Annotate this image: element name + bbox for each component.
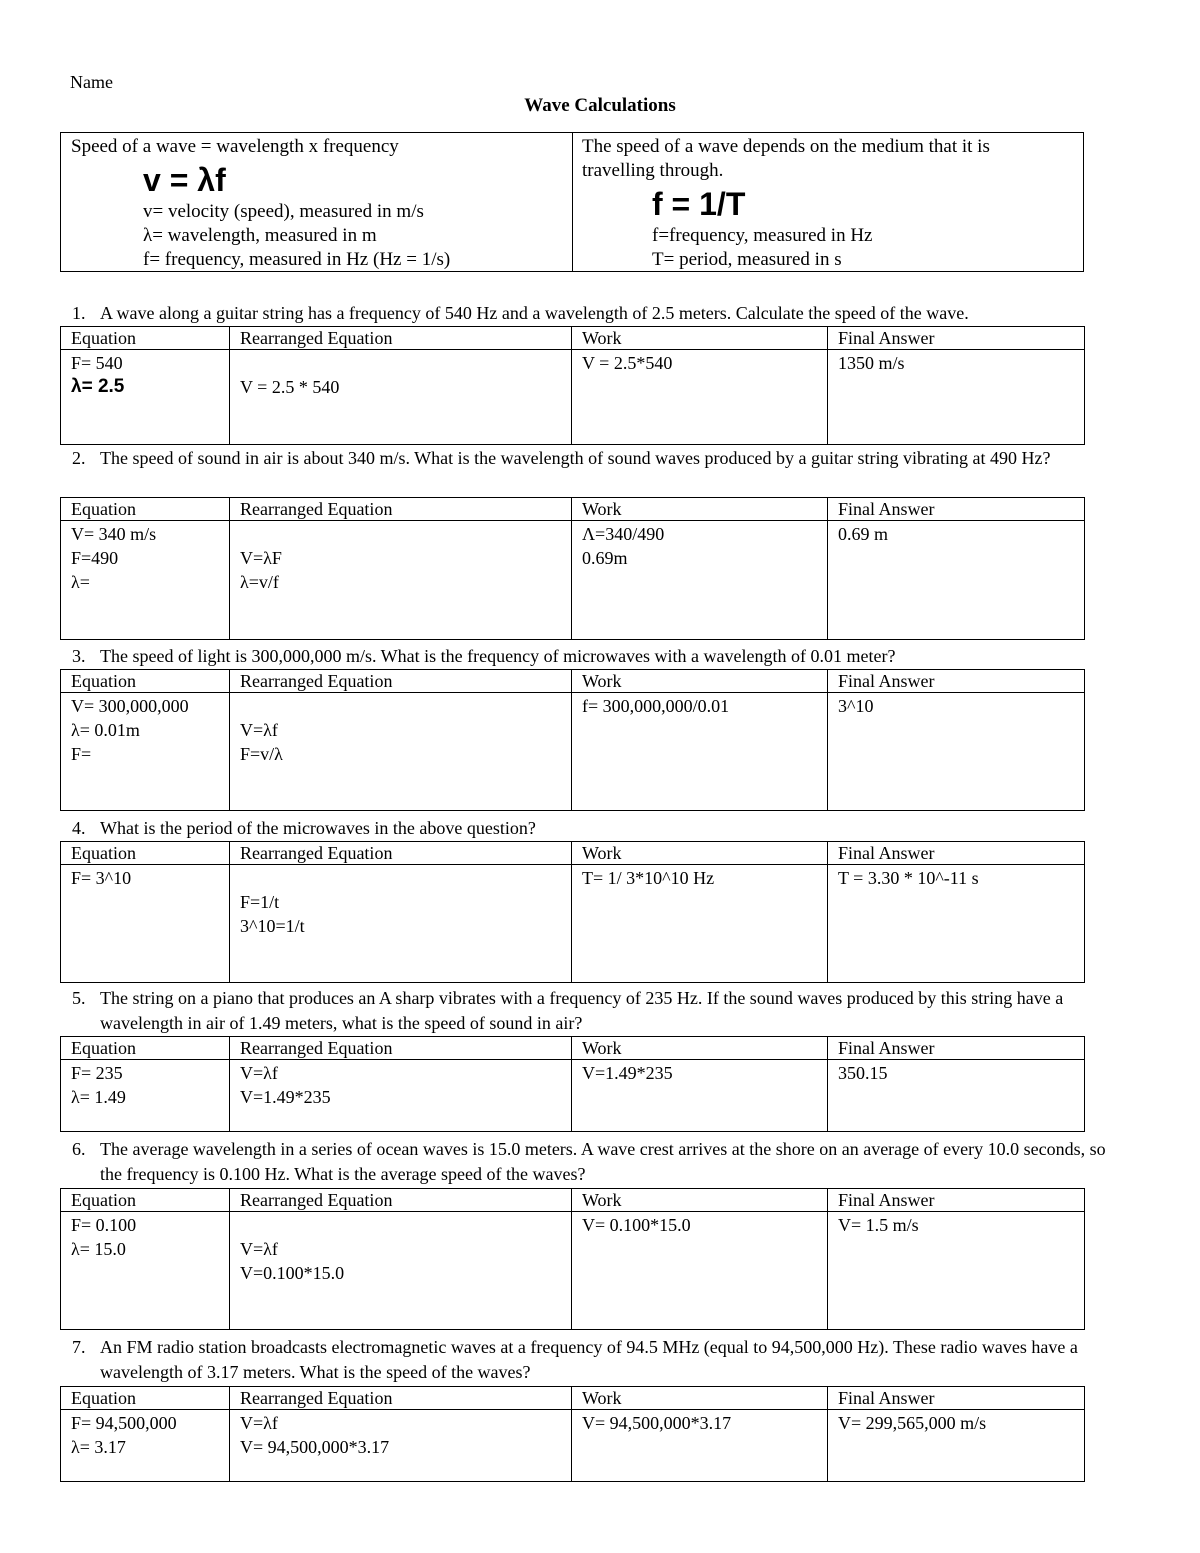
work-cell [572,350,828,445]
work-line: Λ=340/490 [582,524,665,544]
header-final-answer: Final Answer [828,327,1085,350]
final-answer-cell [828,693,1085,811]
work-cell [572,1410,828,1482]
period-formula: f = 1/T [652,186,746,222]
work-line: T= 1/ 3*10^10 Hz [582,868,715,888]
header-rearranged: Rearranged Equation [230,1189,572,1212]
velocity-definition: v= velocity (speed), measured in m/s [143,201,424,222]
page-title: Wave Calculations [524,95,676,116]
equation-line: F= [71,744,92,764]
question-text: An FM radio station broadcasts electromagnetic waves at a frequency of 94.5 MHz (equal to 94,500,000 Hz). These radio waves have a wavelength of 3.17 meters. What is the speed of the waves? [100,1337,1078,1382]
final-answer: 3^10 [838,696,874,716]
header-work: Work [572,1387,828,1410]
rearranged-line: V=λf [240,1239,278,1259]
rearranged-line [240,694,561,718]
frequency-formula-panel [572,133,1083,271]
equation-cell [61,865,230,983]
equation-line: F=490 [71,548,119,568]
rearranged-line: λ=v/f [240,572,279,592]
header-rearranged: Rearranged Equation [230,1037,572,1060]
header-work: Work [572,498,828,521]
answer-table-5 [60,1036,1085,1132]
name-label: Name [70,72,113,92]
header-final-answer: Final Answer [828,1387,1085,1410]
rearranged-line: V=λf [240,1413,278,1433]
equation-cell [61,1410,230,1482]
final-answer: 1350 m/s [838,353,905,373]
question-text: The average wavelength in a series of ocean waves is 15.0 meters. A wave crest arrives at the shore on an average of every 10.0 seconds, so the frequency is 0.100 Hz. What is the average speed of the waves? [100,1139,1106,1184]
header-equation: Equation [61,327,230,350]
header-equation: Equation [61,842,230,865]
equation-line: F= 94,500,000 [71,1413,177,1433]
equation-line: F= 3^10 [71,868,132,888]
answer-table-6 [60,1188,1085,1330]
header-rearranged: Rearranged Equation [230,670,572,693]
rearranged-cell [230,1410,572,1482]
question-7 [72,1335,1132,1385]
question-5 [72,986,1132,1036]
question-6 [72,1137,1132,1187]
question-number: 2. [72,448,86,468]
equation-line: λ= 2.5 [71,376,125,397]
rearranged-line: V = 2.5 * 540 [240,377,340,397]
header-rearranged: Rearranged Equation [230,498,572,521]
question-number: 5. [72,988,86,1008]
final-answer-cell [828,1410,1085,1482]
equation-cell [61,693,230,811]
equation-cell [61,1060,230,1132]
question-number: 1. [72,303,86,323]
rearranged-cell [230,693,572,811]
work-cell [572,521,828,640]
question-number: 7. [72,1337,86,1357]
header-work: Work [572,1189,828,1212]
speed-formula: v = λf [143,162,226,198]
header-rearranged: Rearranged Equation [230,1387,572,1410]
rearranged-line: V=λF [240,548,282,568]
rearranged-line [240,1213,561,1237]
work-line: 0.69m [582,548,628,568]
answer-table-7 [60,1386,1085,1482]
work-line: V=1.49*235 [582,1063,673,1083]
equation-line: λ= 1.49 [71,1087,126,1107]
period-definition: T= period, measured in s [652,249,842,270]
rearranged-cell [230,521,572,640]
work-cell [572,1060,828,1132]
rearranged-cell [230,350,572,445]
speed-definition: Speed of a wave = wavelength x frequency [71,136,399,157]
final-answer: V= 1.5 m/s [838,1215,919,1235]
question-text: The speed of sound in air is about 340 m/s. What is the wavelength of sound waves produced by a guitar string vibrating at 490 Hz? [100,448,1051,468]
header-equation: Equation [61,1189,230,1212]
header-equation: Equation [61,1387,230,1410]
header-equation: Equation [61,670,230,693]
question-3 [72,644,1132,669]
rearranged-line: F=v/λ [240,744,283,764]
equation-cell [61,1212,230,1330]
header-work: Work [572,670,828,693]
work-line: V = 2.5*540 [582,353,673,373]
question-number: 4. [72,818,86,838]
rearranged-line: F=1/t [240,892,280,912]
header-equation: Equation [61,1037,230,1060]
final-answer: T = 3.30 * 10^-11 s [838,868,979,888]
rearranged-line: V=0.100*15.0 [240,1263,345,1283]
question-4 [72,816,1132,841]
rearranged-line [240,866,561,890]
header-rearranged: Rearranged Equation [230,842,572,865]
answer-table-3 [60,669,1085,811]
rearranged-line: V=λf [240,720,278,740]
equation-line: λ= 3.17 [71,1437,126,1457]
header-work: Work [572,842,828,865]
rearranged-cell [230,1060,572,1132]
header-work: Work [572,327,828,350]
header-final-answer: Final Answer [828,670,1085,693]
question-text: What is the period of the microwaves in the above question? [100,818,536,838]
final-answer-cell [828,350,1085,445]
question-1 [72,301,1132,326]
rearranged-line: V=λf [240,1063,278,1083]
final-answer-cell [828,1212,1085,1330]
work-cell [572,865,828,983]
rearranged-line: V= 94,500,000*3.17 [240,1437,390,1457]
work-line: V= 0.100*15.0 [582,1215,691,1235]
equation-line: F= 0.100 [71,1215,137,1235]
header-final-answer: Final Answer [828,842,1085,865]
work-line: V= 94,500,000*3.17 [582,1413,732,1433]
rearranged-line [240,522,561,546]
frequency-unit-definition: f=frequency, measured in Hz [652,225,873,246]
work-cell [572,693,828,811]
question-2 [72,446,1132,471]
header-equation: Equation [61,498,230,521]
header-final-answer: Final Answer [828,498,1085,521]
work-cell [572,1212,828,1330]
rearranged-line: 3^10=1/t [240,916,305,936]
final-answer-cell [828,1060,1085,1132]
answer-table-2 [60,497,1085,640]
equation-cell [61,521,230,640]
question-text: The speed of light is 300,000,000 m/s. What is the frequency of microwaves with a wavelength of 0.01 meter? [100,646,896,666]
equation-line: λ= 15.0 [71,1239,126,1259]
answer-table-1 [60,326,1085,445]
final-answer: V= 299,565,000 m/s [838,1413,987,1433]
final-answer: 0.69 m [838,524,889,544]
header-final-answer: Final Answer [828,1037,1085,1060]
equation-line: λ= 0.01m [71,720,140,740]
speed-formula-panel [61,133,573,271]
medium-note-line2: travelling through. [582,160,724,181]
question-text: A wave along a guitar string has a frequency of 540 Hz and a wavelength of 2.5 meters. Calculate the speed of the wave. [100,303,969,323]
equation-line: λ= [71,572,90,592]
header-final-answer: Final Answer [828,1189,1085,1212]
question-number: 3. [72,646,86,666]
header-rearranged: Rearranged Equation [230,327,572,350]
equation-line: V= 300,000,000 [71,696,189,716]
medium-note-line1: The speed of a wave depends on the medium that it is [582,136,990,157]
answer-table-4 [60,841,1085,983]
rearranged-cell [230,1212,572,1330]
final-answer-cell [828,521,1085,640]
equation-line: F= 235 [71,1063,123,1083]
rearranged-line [240,351,561,375]
equation-line: V= 340 m/s [71,524,157,544]
question-number: 6. [72,1139,86,1159]
frequency-definition: f= frequency, measured in Hz (Hz = 1/s) [143,249,451,270]
rearranged-line: V=1.49*235 [240,1087,331,1107]
formula-box [60,132,1084,272]
equation-line: F= 540 [71,353,123,373]
rearranged-cell [230,865,572,983]
final-answer: 350.15 [838,1063,888,1083]
question-text: The string on a piano that produces an A sharp vibrates with a frequency of 235 Hz. If the sound waves produced by this string have a wavelength in air of 1.49 meters, what is the speed of sound in air? [100,988,1064,1033]
header-work: Work [572,1037,828,1060]
work-line: f= 300,000,000/0.01 [582,696,730,716]
equation-cell [61,350,230,445]
final-answer-cell [828,865,1085,983]
wavelength-definition: λ= wavelength, measured in m [143,225,377,246]
